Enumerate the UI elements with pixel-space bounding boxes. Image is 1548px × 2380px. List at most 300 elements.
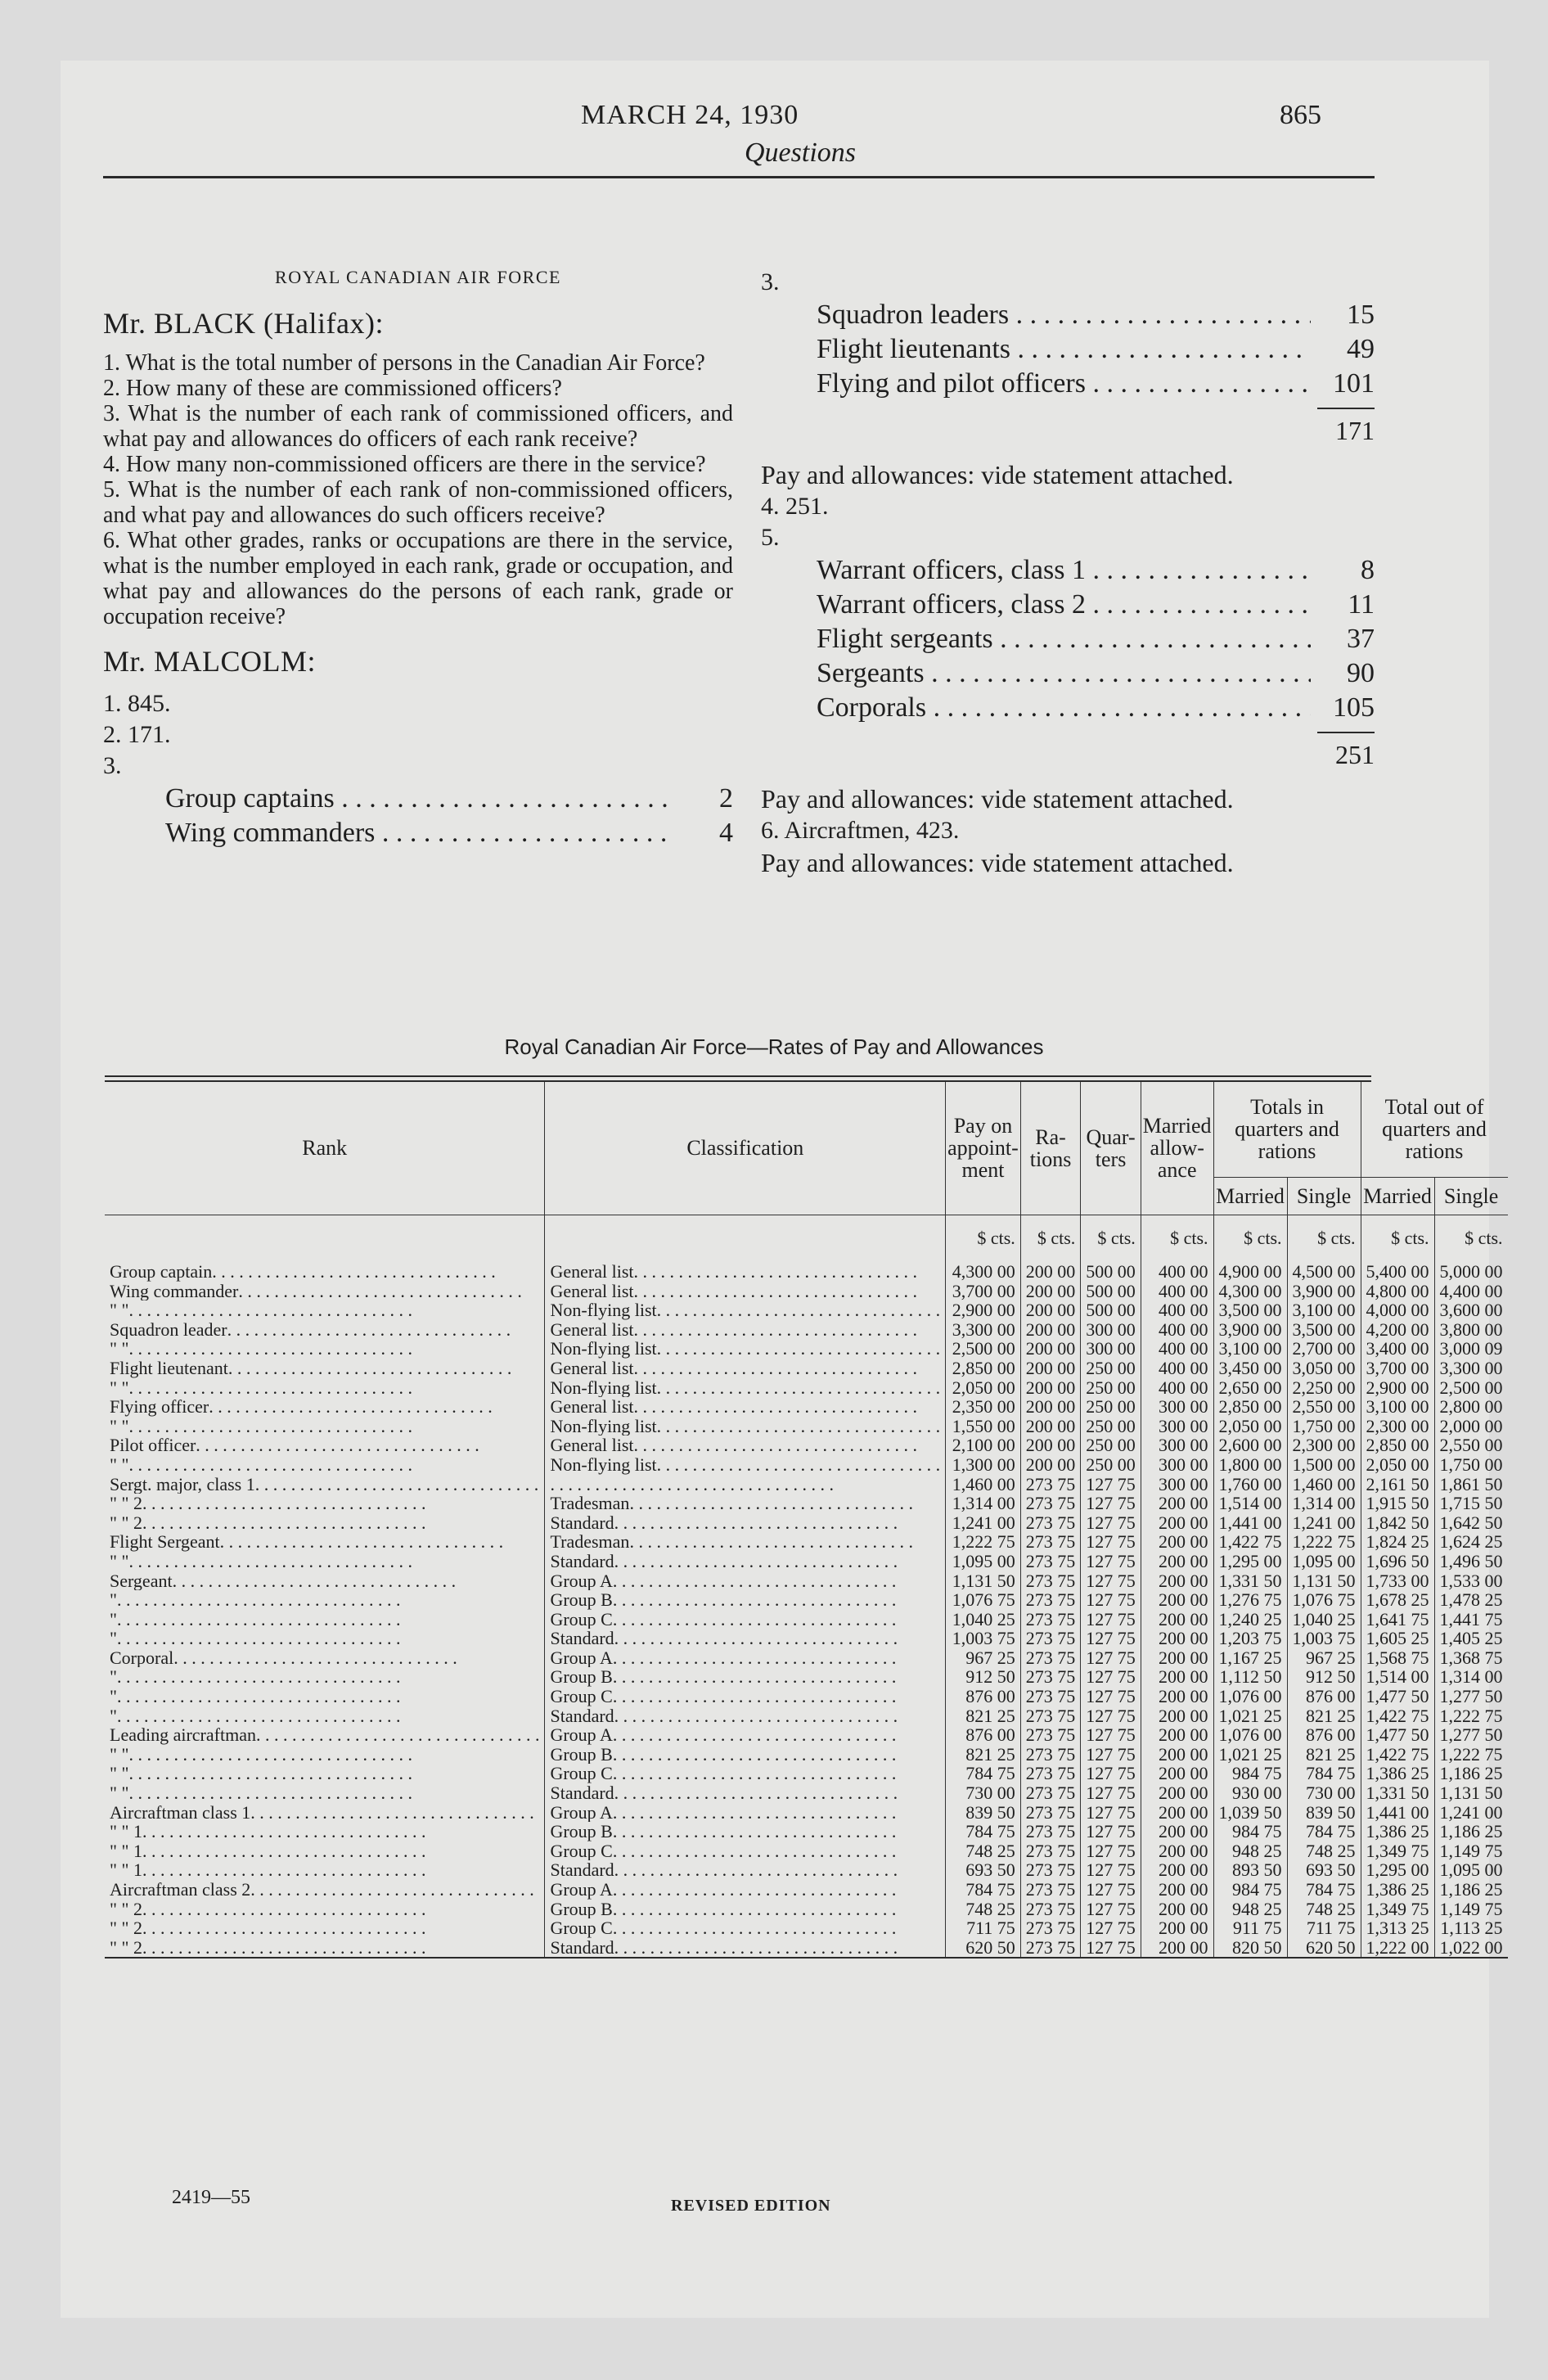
- header-subtitle: Questions: [745, 137, 856, 168]
- amount-cell: 784 75: [946, 1822, 1021, 1841]
- amount-cell: 273 75: [1020, 1590, 1081, 1610]
- rank-text: " ": [110, 1764, 129, 1784]
- amount-cell: 250 00: [1081, 1397, 1141, 1417]
- amount-cell: 200 00: [1141, 1513, 1213, 1533]
- table-row: [105, 1494, 1508, 1513]
- amount-cell: 1,040 25: [946, 1610, 1021, 1629]
- amount-cell: 1,422 75: [1361, 1706, 1434, 1726]
- amount-cell: 500 00: [1081, 1262, 1141, 1282]
- amount-cell: 1,222 75: [1434, 1745, 1508, 1765]
- amount-cell: 273 75: [1020, 1687, 1081, 1706]
- amount-cell: 4,800 00: [1361, 1282, 1434, 1301]
- amount-cell: 1,496 50: [1434, 1552, 1508, 1571]
- unit-label: $ cts.: [1213, 1215, 1287, 1262]
- table-row: [105, 1706, 1508, 1726]
- rank-count: 101: [1311, 367, 1375, 401]
- table-row: [105, 1687, 1508, 1706]
- amount-cell: 300 00: [1141, 1455, 1213, 1475]
- amount-cell: 3,100 00: [1361, 1397, 1434, 1417]
- amount-cell: 2,100 00: [946, 1436, 1021, 1455]
- amount-cell: 4,900 00: [1213, 1262, 1287, 1282]
- right-column: [761, 267, 1375, 879]
- amount-cell: 1,441 00: [1213, 1513, 1287, 1533]
- question-6: 6. What other grades, ranks or occupations are there in the service, what is the number employed in each rank, grade or occupation, and what pay and allowances do the persons of each rank, grade or occupation receive?: [103, 528, 733, 629]
- rank-text: ": [110, 1667, 117, 1688]
- rank-cell: [105, 1552, 545, 1571]
- amount-cell: 1,131 50: [1434, 1783, 1508, 1803]
- classification-text: Group B: [550, 1667, 613, 1688]
- classification-cell: [545, 1610, 946, 1629]
- amount-cell: 1,500 00: [1287, 1455, 1361, 1475]
- amount-cell: 200 00: [1020, 1300, 1081, 1320]
- header-totals-out-of-quarters: Total out of quarters and rations: [1361, 1082, 1508, 1177]
- rank-text: " " 2: [110, 1512, 142, 1533]
- amount-cell: 273 75: [1020, 1513, 1081, 1533]
- amount-cell: 273 75: [1020, 1783, 1081, 1803]
- amount-cell: 1,300 00: [946, 1455, 1021, 1475]
- rank-text: ": [110, 1687, 117, 1706]
- rank-cell: [105, 1532, 545, 1552]
- amount-cell: 200 00: [1141, 1494, 1213, 1513]
- amount-cell: 784 75: [1287, 1822, 1361, 1841]
- classification-cell: [545, 1397, 946, 1417]
- amount-cell: 3,400 00: [1361, 1339, 1434, 1359]
- amount-cell: 1,460 00: [1287, 1475, 1361, 1494]
- amount-cell: 1,386 25: [1361, 1880, 1434, 1900]
- amount-cell: 300 00: [1081, 1339, 1141, 1359]
- amount-cell: 730 00: [1287, 1783, 1361, 1803]
- header-rule: [103, 176, 1375, 178]
- amount-cell: 1,241 00: [1434, 1803, 1508, 1823]
- rank-cell: [105, 1262, 545, 1282]
- amount-cell: 273 75: [1020, 1494, 1081, 1513]
- rank-text: " ": [110, 1339, 129, 1359]
- amount-cell: 127 75: [1081, 1841, 1141, 1861]
- rank-text: Pilot officer: [110, 1436, 196, 1455]
- rank-count-row: [817, 367, 1375, 401]
- rank-label: Group captains . . .: [165, 782, 669, 816]
- classification-cell: [545, 1938, 946, 1959]
- amount-cell: 2,300 00: [1287, 1436, 1361, 1455]
- amount-cell: 300 00: [1141, 1475, 1213, 1494]
- amount-cell: 127 75: [1081, 1532, 1141, 1552]
- rank-text: " " 2: [110, 1494, 142, 1513]
- amount-cell: 127 75: [1081, 1571, 1141, 1591]
- table-row: [105, 1764, 1508, 1783]
- header-quarters: Quar-ters: [1081, 1082, 1141, 1215]
- amount-cell: 1,222 75: [1434, 1706, 1508, 1726]
- classification-text: Group C: [550, 1918, 613, 1938]
- classification-cell: [545, 1725, 946, 1745]
- rank-cell: [105, 1300, 545, 1320]
- rank-cell: [105, 1918, 545, 1938]
- amount-cell: 1,331 50: [1213, 1571, 1287, 1591]
- amount-cell: 200 00: [1141, 1552, 1213, 1571]
- table-row: [105, 1783, 1508, 1803]
- rank-text: Sergt. major, class 1: [110, 1474, 255, 1494]
- rank-text: Flight lieutenant: [110, 1358, 228, 1378]
- amount-cell: 3,700 00: [946, 1282, 1021, 1301]
- amount-cell: 273 75: [1020, 1822, 1081, 1841]
- amount-cell: 2,050 00: [1213, 1417, 1287, 1436]
- amount-cell: 250 00: [1081, 1455, 1141, 1475]
- amount-cell: 1,149 75: [1434, 1841, 1508, 1861]
- rank-cell: [105, 1590, 545, 1610]
- rank-cell: [105, 1397, 545, 1417]
- rank-cell: [105, 1282, 545, 1301]
- table-row: [105, 1880, 1508, 1900]
- classification-cell: [545, 1900, 946, 1919]
- amount-cell: 1,186 25: [1434, 1880, 1508, 1900]
- amount-cell: 1,441 00: [1361, 1803, 1434, 1823]
- amount-cell: 1,715 50: [1434, 1494, 1508, 1513]
- rank-text: " " 2: [110, 1899, 142, 1919]
- rank-text: Aircraftman class 1: [110, 1802, 251, 1823]
- table-row: [105, 1339, 1508, 1359]
- classification-text: Group B: [550, 1590, 613, 1610]
- classification-text: Tradesman: [550, 1532, 630, 1552]
- classification-cell: [545, 1822, 946, 1841]
- amount-cell: 2,800 00: [1434, 1397, 1508, 1417]
- amount-cell: 1,733 00: [1361, 1571, 1434, 1591]
- rank-label: Flight sergeants . . .: [817, 622, 1311, 656]
- amount-cell: 127 75: [1081, 1938, 1141, 1959]
- amount-cell: 1,386 25: [1361, 1764, 1434, 1783]
- table-row: [105, 1648, 1508, 1668]
- amount-cell: 3,000 09: [1434, 1339, 1508, 1359]
- table-row: [105, 1571, 1508, 1591]
- amount-cell: 876 00: [946, 1687, 1021, 1706]
- table-row: [105, 1552, 1508, 1571]
- amount-cell: 250 00: [1081, 1378, 1141, 1398]
- amount-cell: 1,568 75: [1361, 1648, 1434, 1668]
- rank-label: Corporals . . .: [817, 691, 1311, 725]
- section-title: ROYAL CANADIAN AIR FORCE: [275, 267, 561, 287]
- amount-cell: 1,441 75: [1434, 1610, 1508, 1629]
- rank-label: Warrant officers, class 1 . . .: [817, 553, 1311, 588]
- table-row: [105, 1860, 1508, 1880]
- amount-cell: 3,500 00: [1213, 1300, 1287, 1320]
- amount-cell: 967 25: [946, 1648, 1021, 1668]
- amount-cell: 300 00: [1141, 1436, 1213, 1455]
- rank-text: Wing commander: [110, 1281, 239, 1301]
- classification-text: Non-flying list: [550, 1416, 657, 1436]
- amount-cell: 748 25: [1287, 1900, 1361, 1919]
- amount-cell: 1,405 25: [1434, 1629, 1508, 1648]
- classification-text: Standard: [550, 1706, 614, 1726]
- rank-text: " " 1: [110, 1841, 142, 1861]
- amount-cell: 948 25: [1213, 1841, 1287, 1861]
- rank-text: " " 1: [110, 1822, 142, 1841]
- amount-cell: 1,314 00: [1434, 1667, 1508, 1687]
- classification-cell: [545, 1475, 946, 1494]
- rank-cell: [105, 1938, 545, 1959]
- amount-cell: 1,277 50: [1434, 1725, 1508, 1745]
- amount-cell: 1,240 25: [1213, 1610, 1287, 1629]
- amount-cell: 273 75: [1020, 1860, 1081, 1880]
- classification-text: Standard: [550, 1860, 614, 1880]
- amount-cell: 1,022 00: [1434, 1938, 1508, 1959]
- rank-cell: [105, 1378, 545, 1398]
- amount-cell: 400 00: [1141, 1378, 1213, 1398]
- amount-cell: 1,386 25: [1361, 1822, 1434, 1841]
- rank-count-row: [817, 332, 1375, 367]
- amount-cell: 3,700 00: [1361, 1359, 1434, 1378]
- classification-text: Non-flying list: [550, 1300, 657, 1320]
- amount-cell: 273 75: [1020, 1938, 1081, 1959]
- classification-cell: [545, 1687, 946, 1706]
- rank-count-row: [165, 782, 733, 816]
- classification-text: Standard: [550, 1937, 614, 1958]
- rank-cell: [105, 1648, 545, 1668]
- print-code: 2419—55: [172, 2187, 250, 2208]
- header-pay-on-appointment: Pay on appoint-ment: [946, 1082, 1021, 1215]
- pay-allowances-note: Pay and allowances: vide statement attached.: [761, 784, 1234, 814]
- amount-cell: 273 75: [1020, 1725, 1081, 1745]
- speaker-malcolm: Mr. MALCOLM:: [103, 645, 317, 678]
- rank-count-row: [817, 691, 1375, 725]
- amount-cell: 821 25: [1287, 1745, 1361, 1765]
- classification-cell: [545, 1436, 946, 1455]
- amount-cell: 3,050 00: [1287, 1359, 1361, 1378]
- amount-cell: 127 75: [1081, 1687, 1141, 1706]
- amount-cell: 200 00: [1020, 1320, 1081, 1340]
- table-row: [105, 1359, 1508, 1378]
- rank-cell: [105, 1359, 545, 1378]
- amount-cell: 200 00: [1141, 1706, 1213, 1726]
- amount-cell: 200 00: [1020, 1282, 1081, 1301]
- rank-text: Sergeant: [110, 1571, 173, 1591]
- amount-cell: 1,186 25: [1434, 1764, 1508, 1783]
- rank-cell: [105, 1687, 545, 1706]
- amount-cell: 273 75: [1020, 1552, 1081, 1571]
- left-column: [103, 267, 733, 850]
- rank-text: " ": [110, 1416, 129, 1436]
- amount-cell: 273 75: [1020, 1610, 1081, 1629]
- amount-cell: 127 75: [1081, 1667, 1141, 1687]
- header-date: MARCH 24, 1930: [581, 100, 799, 130]
- amount-cell: 930 00: [1213, 1783, 1287, 1803]
- rank-text: " ": [110, 1377, 129, 1398]
- amount-cell: 1,314 00: [1287, 1494, 1361, 1513]
- amount-cell: 984 75: [1213, 1822, 1287, 1841]
- amount-cell: 500 00: [1081, 1300, 1141, 1320]
- amount-cell: 5,000 00: [1434, 1262, 1508, 1282]
- amount-cell: 2,050 00: [946, 1378, 1021, 1398]
- amount-cell: 1,842 50: [1361, 1513, 1434, 1533]
- amount-cell: 4,500 00: [1287, 1262, 1361, 1282]
- amount-cell: 711 75: [946, 1918, 1021, 1938]
- amount-cell: 2,550 00: [1434, 1436, 1508, 1455]
- amount-cell: 784 75: [946, 1764, 1021, 1783]
- amount-cell: 1,514 00: [1213, 1494, 1287, 1513]
- amount-cell: 893 50: [1213, 1860, 1287, 1880]
- classification-cell: [545, 1417, 946, 1436]
- amount-cell: 300 00: [1141, 1417, 1213, 1436]
- table-row: [105, 1841, 1508, 1861]
- amount-cell: 400 00: [1141, 1282, 1213, 1301]
- rates-table-body: [105, 1262, 1508, 1958]
- amount-cell: 3,100 00: [1287, 1300, 1361, 1320]
- amount-cell: 127 75: [1081, 1706, 1141, 1726]
- amount-cell: 127 75: [1081, 1475, 1141, 1494]
- amount-cell: 1,295 00: [1213, 1552, 1287, 1571]
- amount-cell: 2,900 00: [946, 1300, 1021, 1320]
- amount-cell: 127 75: [1081, 1900, 1141, 1919]
- amount-cell: 711 75: [1287, 1918, 1361, 1938]
- table-row: [105, 1320, 1508, 1340]
- answer-6: 6. Aircraftmen, 423.: [761, 817, 960, 844]
- amount-cell: 876 00: [1287, 1687, 1361, 1706]
- rank-text: ": [110, 1629, 117, 1648]
- amount-cell: 4,200 00: [1361, 1320, 1434, 1340]
- classification-cell: [545, 1880, 946, 1900]
- amount-cell: 748 25: [1287, 1841, 1361, 1861]
- amount-cell: 127 75: [1081, 1880, 1141, 1900]
- amount-cell: 821 25: [1287, 1706, 1361, 1726]
- amount-cell: 1,149 75: [1434, 1900, 1508, 1919]
- rank-text: Flight Sergeant: [110, 1532, 220, 1552]
- rank-cell: [105, 1513, 545, 1533]
- amount-cell: 273 75: [1020, 1841, 1081, 1861]
- amount-cell: 4,400 00: [1434, 1282, 1508, 1301]
- question-3: 3. What is the number of each rank of commissioned officers, and what pay and allowances do officers of each rank receive?: [103, 401, 733, 452]
- rank-text: " " 2: [110, 1937, 142, 1958]
- classification-cell: [545, 1803, 946, 1823]
- classification-cell: [545, 1378, 946, 1398]
- table-row: [105, 1397, 1508, 1417]
- rank-cell: [105, 1475, 545, 1494]
- rank-cell: [105, 1860, 545, 1880]
- classification-cell: [545, 1494, 946, 1513]
- amount-cell: 3,800 00: [1434, 1320, 1508, 1340]
- table-row: [105, 1822, 1508, 1841]
- table-row: [105, 1513, 1508, 1533]
- amount-cell: 400 00: [1141, 1359, 1213, 1378]
- sum-rule: [1317, 732, 1375, 733]
- rank-text: Aircraftman class 2: [110, 1880, 251, 1900]
- amount-cell: 1,460 00: [946, 1475, 1021, 1494]
- amount-cell: 1,222 75: [946, 1532, 1021, 1552]
- rank-text: ": [110, 1590, 117, 1610]
- amount-cell: 273 75: [1020, 1629, 1081, 1648]
- amount-cell: 1,750 00: [1287, 1417, 1361, 1436]
- amount-cell: 1,368 75: [1434, 1648, 1508, 1668]
- amount-cell: 200 00: [1141, 1629, 1213, 1648]
- classification-text: Standard: [550, 1783, 614, 1803]
- rank-count: 49: [1311, 332, 1375, 367]
- table-row: [105, 1938, 1508, 1959]
- amount-cell: 200 00: [1141, 1918, 1213, 1938]
- rank-text: Corporal: [110, 1648, 174, 1668]
- classification-cell: [545, 1282, 946, 1301]
- amount-cell: 127 75: [1081, 1552, 1141, 1571]
- classification-text: General list: [550, 1262, 634, 1282]
- rank-count: 4: [669, 816, 733, 850]
- amount-cell: 2,000 00: [1434, 1417, 1508, 1436]
- classification-text: Non-flying list: [550, 1454, 657, 1475]
- rank-cell: [105, 1610, 545, 1629]
- rank-label: Warrant officers, class 2 . . .: [817, 588, 1311, 622]
- amount-cell: 1,241 00: [1287, 1513, 1361, 1533]
- amount-cell: 200 00: [1141, 1725, 1213, 1745]
- rank-label: Sergeants . . .: [817, 656, 1311, 691]
- amount-cell: 839 50: [946, 1803, 1021, 1823]
- total-noncommissioned: 251: [1335, 740, 1375, 769]
- classification-text: Group A: [550, 1802, 613, 1823]
- unit-label: $ cts.: [1020, 1215, 1081, 1262]
- amount-cell: 200 00: [1141, 1880, 1213, 1900]
- rank-cell: [105, 1417, 545, 1436]
- amount-cell: 2,500 00: [946, 1339, 1021, 1359]
- amount-cell: 2,850 00: [1361, 1436, 1434, 1455]
- amount-cell: 200 00: [1020, 1262, 1081, 1282]
- amount-cell: 3,300 00: [1434, 1359, 1508, 1378]
- rank-cell: [105, 1841, 545, 1861]
- amount-cell: 250 00: [1081, 1359, 1141, 1378]
- classification-text: Standard: [550, 1629, 614, 1648]
- amount-cell: 5,400 00: [1361, 1262, 1434, 1282]
- amount-cell: 200 00: [1141, 1687, 1213, 1706]
- rank-text: " " 1: [110, 1860, 142, 1880]
- amount-cell: 2,650 00: [1213, 1378, 1287, 1398]
- header-married-in: Married: [1213, 1177, 1287, 1215]
- amount-cell: 967 25: [1287, 1648, 1361, 1668]
- amount-cell: 1,021 25: [1213, 1745, 1287, 1765]
- classification-text: Group C: [550, 1764, 613, 1784]
- amount-cell: 1,113 25: [1434, 1918, 1508, 1938]
- amount-cell: 2,600 00: [1213, 1436, 1287, 1455]
- amount-cell: 1,095 00: [946, 1552, 1021, 1571]
- table-row: [105, 1475, 1508, 1494]
- classification-text: General list: [550, 1358, 634, 1378]
- rank-text: Flying officer: [110, 1397, 209, 1417]
- table-row: [105, 1455, 1508, 1475]
- amount-cell: 200 00: [1141, 1610, 1213, 1629]
- amount-cell: 250 00: [1081, 1436, 1141, 1455]
- amount-cell: 4,000 00: [1361, 1300, 1434, 1320]
- amount-cell: 1,422 75: [1213, 1532, 1287, 1552]
- amount-cell: 200 00: [1141, 1900, 1213, 1919]
- rank-cell: [105, 1822, 545, 1841]
- sum-rule: [1317, 408, 1375, 409]
- amount-cell: 200 00: [1141, 1938, 1213, 1959]
- rank-text: ": [110, 1706, 117, 1726]
- amount-cell: 273 75: [1020, 1667, 1081, 1687]
- rank-label: Wing commanders . . .: [165, 816, 669, 850]
- amount-cell: 911 75: [1213, 1918, 1287, 1938]
- classification-text: Group A: [550, 1571, 613, 1591]
- pay-allowances-note: Pay and allowances: vide statement attached.: [761, 460, 1234, 489]
- amount-cell: 400 00: [1141, 1300, 1213, 1320]
- rank-label: Flying and pilot officers . . .: [817, 367, 1311, 401]
- rank-cell: [105, 1880, 545, 1900]
- amount-cell: 1,095 00: [1434, 1860, 1508, 1880]
- unit-label: $ cts.: [1081, 1215, 1141, 1262]
- rank-cell: [105, 1783, 545, 1803]
- amount-cell: 200 00: [1141, 1860, 1213, 1880]
- amount-cell: 200 00: [1141, 1764, 1213, 1783]
- amount-cell: 1,800 00: [1213, 1455, 1287, 1475]
- amount-cell: 820 50: [1213, 1938, 1287, 1959]
- amount-cell: 1,131 50: [1287, 1571, 1361, 1591]
- classification-cell: [545, 1841, 946, 1861]
- rank-text: " " 2: [110, 1918, 142, 1938]
- amount-cell: 1,076 00: [1213, 1725, 1287, 1745]
- classification-text: Group A: [550, 1648, 613, 1668]
- amount-cell: 127 75: [1081, 1860, 1141, 1880]
- rank-cell: [105, 1803, 545, 1823]
